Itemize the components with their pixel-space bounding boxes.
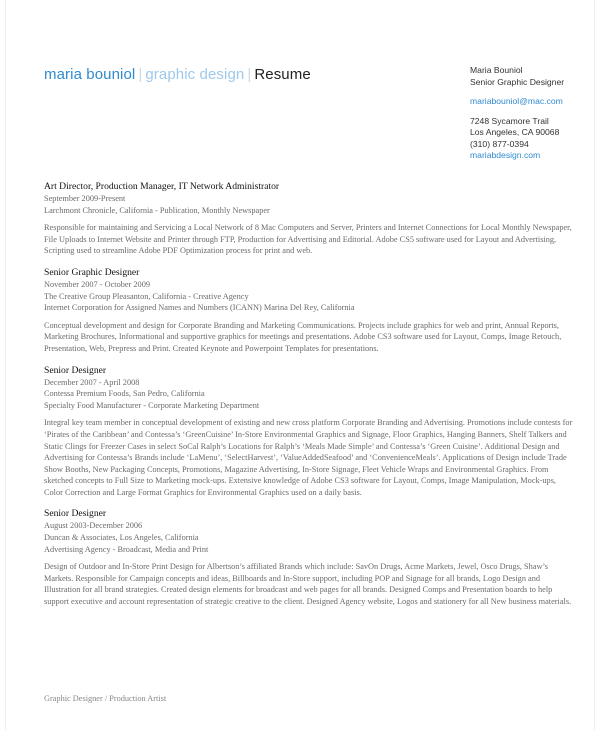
contact-phone: (310) 877-0394: [470, 138, 529, 149]
header-resume-label: Resume: [254, 66, 311, 83]
resume-page: [6, 0, 594, 730]
job-description: Responsible for maintaining and Servicing a Local Network of 8 Mac Computers and Server, Printers and Internet Connections for Local Monthly Newspaper, File Uploads to Internet Website and Printer through FTP, Production for Advertising and Editorial. Adobe CS5 software used for Layout and Advertising, Scripting used to streamline Adobe PDF Optimization process for print and web.: [44, 223, 572, 256]
contact-name: Maria Bouniol: [470, 65, 523, 75]
experience-section: [44, 181, 576, 618]
job-employer: Duncan & Associates, Los Angeles, California: [44, 533, 199, 543]
contact-website-link[interactable]: mariabdesign.com: [470, 150, 541, 160]
job-title: Art Director, Production Manager, IT Network Administrator: [44, 181, 280, 192]
job-title: Senior Designer: [44, 364, 107, 376]
contact-address-line1: 7248 Sycamore Trail: [470, 115, 549, 126]
job-entry: [44, 508, 576, 607]
header-divider: |: [247, 66, 252, 83]
contact-block: [470, 65, 564, 162]
resume-header: [44, 66, 311, 83]
contact-email-link[interactable]: mariabouniol@mac.com: [470, 96, 563, 106]
job-description: Conceptual development and design for Corporate Branding and Marketing Communications. Projects include graphics for web and print, Annual Reports, Marketing Brochures, Informational and supportive graphics for meetings and presentations. Adobe CS3 software used for Layout, Comps, Image Retouch, Presentation, Web, Prepress and Print. Created Keynote and Powerpoint Templates for presentations.: [44, 320, 562, 353]
job-employer: The Creative Group Pleasanton, California - Creative Agency: [44, 291, 249, 301]
header-divider: |: [138, 66, 143, 83]
cutoff-next-job-title: Graphic Designer / Production Artist: [44, 694, 167, 703]
contact-address-line2: Los Angeles, CA 90068: [470, 127, 560, 137]
job-type: Advertising Agency - Broadcast, Media and Print: [44, 544, 209, 554]
job-dates: November 2007 - October 2009: [44, 279, 150, 289]
job-entry: [44, 181, 576, 257]
job-entry: [44, 365, 576, 499]
job-employer: Larchmont Chronicle, California - Publication, Monthly Newspaper: [44, 205, 270, 215]
contact-role: Senior Graphic Designer: [470, 76, 565, 87]
job-dates: September 2009-Present: [44, 194, 126, 203]
job-dates: December 2007 - April 2008: [44, 377, 140, 387]
job-title: Senior Designer: [44, 508, 107, 520]
header-subtitle: graphic design: [145, 66, 245, 83]
job-client: Internet Corporation for Assigned Names and Numbers (ICANN) Marina Del Rey, California: [44, 303, 355, 313]
job-department: Specialty Food Manufacturer - Corporate Marketing Department: [44, 400, 260, 410]
job-dates: August 2003-December 2006: [44, 521, 143, 531]
job-employer: Contessa Premium Foods, San Pedro, California: [44, 389, 205, 399]
job-description: Design of Outdoor and In-Store Print Design for Albertson’s affiliated Brands which include: SavOn Drugs, Acme Markets, Jewel, Osco Drugs, Shaw’s Markets. Responsible for Campaign concepts and ideas, Billboards and In-Store support, including POP and Signage for all brands, Logo Design and Illustration for all brand strategies. Created design elements for broadcast and web pages for all brands. Designed Comps and Presentation boards to help support executive and account representation of strategic creative to the client. Designed Agency website, Logos and stationery for all New business materials.: [44, 562, 572, 607]
header-name: maria bouniol: [44, 66, 136, 83]
job-description: Integral key team member in conceptual development of existing and new cross platform Corporate Branding and Advertising. Promotions include contests for ‘Pirates of the Caribbean’ and Contessa’s ‘GreenCuisine’ In-Store Environmental Graphics and Signage, Floor Graphics, Hanging Banners, Shelf Talkers and Static Clings for Freezer Cases in select SoCal Ralph’s Locations for Ralph’s ‘Meals Made Simple’ and Contessa’s ‘Green Cuisine’. Additional Design and Advertising for Contessa’s Brands include ‘LaMenu’, ‘SelectHarvest’, ‘ValueAddedSeafood’ and ‘ConvenienceMeals’. Applications of Design include Trade Show Booths, New Packaging Concepts, Promotions, Magazine Advertising, In-Store Signage, Fleet Vehicle Wraps and Environmental Graphics. From sketched concepts to Full Size to Marketing mock-ups. Extensive knowledge of Adobe CS3 software for Layout, Comps, Image Manipulation, Mock-ups, Color Correction and Large Format Graphics for Environmental Graphics used on a daily basis.: [44, 418, 573, 497]
job-entry: [44, 267, 576, 355]
job-title: Senior Graphic Designer: [44, 266, 140, 278]
